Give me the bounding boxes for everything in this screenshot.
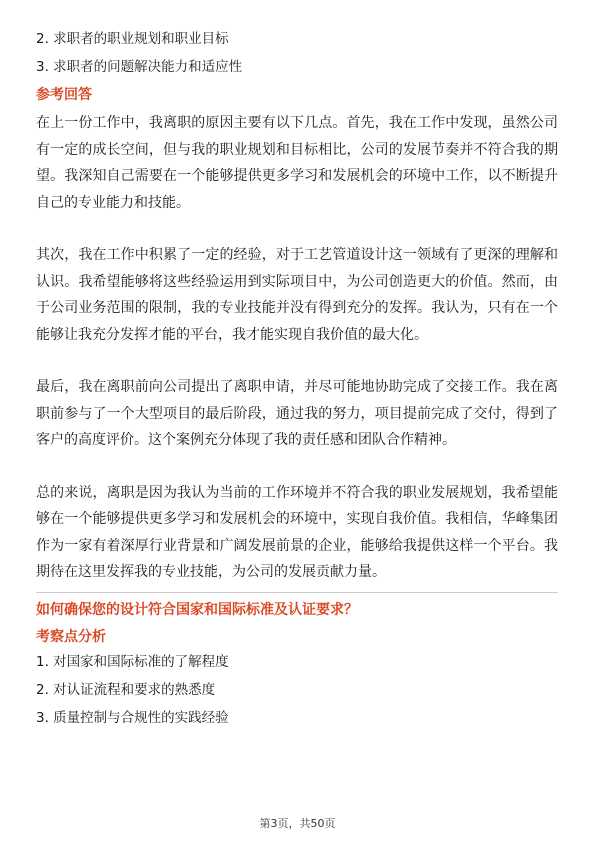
list-item: 1. 对国家和国际标准的了解程度 — [36, 653, 229, 670]
list-item: 3. 质量控制与合规性的实践经验 — [36, 709, 229, 726]
answer-heading: 参考回答 — [36, 87, 92, 103]
page-content — [36, 30, 558, 737]
analysis-heading: 考察点分析 — [36, 628, 106, 645]
question-heading: 如何确保您的设计符合国家和国际标准及认证要求？ — [36, 601, 358, 618]
list-item: 3. 求职者的问题解决能力和适应性 — [36, 59, 243, 75]
answer-paragraph: 在上一份工作中，我离职的原因主要有以下几点。首先，我在工作中发现，虽然公司有一定的成长空间，但与我的职业规划和目标相比，公司的发展节奏并不符合我的期望。我深知自己需要在一个能够提供更多学习和发展机会的环境中工作，以不断提升自己的专业能力和技能。 — [36, 115, 558, 211]
answer-paragraph: 最后，我在离职前向公司提出了离职申请，并尽可能地协助完成了交接工作。我在离职前参与了一个大型项目的最后阶段，通过我的努力，项目提前完成了交付，得到了客户的高度评价。这个案例充分体现了我的责任感和团队合作精神。 — [36, 379, 558, 448]
page-number: 第3页，共50页 — [259, 817, 336, 830]
section-divider — [36, 592, 558, 593]
answer-paragraph: 总的来说，离职是因为我认为当前的工作环境并不符合我的职业发展规划，我希望能够在一个能够提供更多学习和发展机会的环境中，实现自我价值。我相信，华峰集团作为一家有着深厚行业背景和广阔发展前景的企业，能够给我提供这样一个平台。我期待在这里发挥我的专业技能，为公司的发展贡献力量。 — [36, 484, 558, 580]
answer-paragraph: 其次，我在工作中积累了一定的经验，对于工艺管道设计这一领域有了更深的理解和认识。我希望能够将这些经验运用到实际项目中，为公司创造更大的价值。然而，由于公司业务范围的限制，我的专业技能并没有得到充分的发挥。我认为，只有在一个能够让我充分发挥才能的平台，我才能实现自我价值的最大化。 — [36, 247, 558, 343]
list-item: 2. 求职者的职业规划和职业目标 — [36, 31, 229, 47]
list-item: 2. 对认证流程和要求的熟悉度 — [36, 681, 216, 698]
